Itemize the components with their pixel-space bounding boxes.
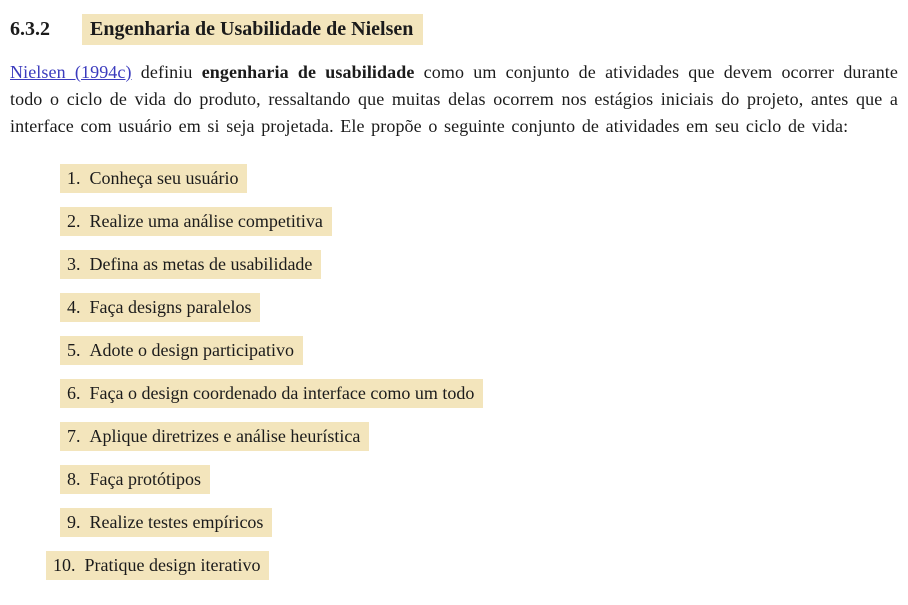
- list-item-number: 2.: [67, 211, 81, 231]
- section-title: Engenharia de Usabilidade de Nielsen: [90, 18, 414, 40]
- list-item: [10, 465, 898, 494]
- list-item-number: 10.: [53, 555, 76, 575]
- citation-link[interactable]: Nielsen (1994c): [10, 62, 132, 82]
- list-item: [10, 551, 898, 580]
- section-heading: [10, 14, 898, 44]
- paragraph-bold-term: engenharia de usabilidade: [201, 62, 415, 82]
- list-item-number: 3.: [67, 254, 81, 274]
- list-item-number: 6.: [67, 383, 81, 403]
- list-item-number: 7.: [67, 426, 81, 446]
- list-item-number: 1.: [67, 168, 81, 188]
- list-item-highlight: [46, 551, 269, 580]
- section-title-highlight: [82, 14, 423, 45]
- intro-paragraph: [10, 59, 898, 140]
- list-item-text: Aplique diretrizes e análise heurística: [89, 426, 361, 446]
- list-item-text: Realize uma análise competitiva: [89, 211, 323, 231]
- list-item-text: Defina as metas de usabilidade: [89, 254, 313, 274]
- list-item-text: Realize testes empíricos: [89, 512, 264, 532]
- list-item-highlight: [60, 250, 321, 279]
- list-item-number: 5.: [67, 340, 81, 360]
- section-number: 6.3.2: [10, 18, 50, 40]
- paragraph-text-rest: como um conjunto de atividades que devem ocorrer durante todo o ciclo de vida do produto, ressaltando que muitas delas ocorrem nos estágios iniciais do projeto, antes que a interface com usuário em si seja projetada. Ele propõe o seguinte conjunto de atividades em seu ciclo de vida:: [10, 62, 898, 136]
- paragraph-text-after-link: definiu: [131, 62, 202, 82]
- list-item: [10, 164, 898, 193]
- list-item: [10, 336, 898, 365]
- list-item-number: 4.: [67, 297, 81, 317]
- list-item-text: Adote o design participativo: [89, 340, 294, 360]
- list-item-highlight: [60, 293, 260, 322]
- list-item-highlight: [60, 379, 483, 408]
- list-item-text: Pratique design iterativo: [84, 555, 261, 575]
- list-item: [10, 207, 898, 236]
- list-item-text: Faça designs paralelos: [89, 297, 252, 317]
- list-item-highlight: [60, 422, 369, 451]
- list-item-text: Faça protótipos: [89, 469, 201, 489]
- list-item-text: Conheça seu usuário: [89, 168, 239, 188]
- activity-list: [10, 164, 898, 580]
- list-item-highlight: [60, 207, 332, 236]
- list-item: [10, 250, 898, 279]
- list-item: [10, 379, 898, 408]
- list-item-text: Faça o design coordenado da interface como um todo: [89, 383, 475, 403]
- list-item-highlight: [60, 164, 247, 193]
- list-item-number: 9.: [67, 512, 81, 532]
- list-item-highlight: [60, 465, 210, 494]
- list-item-number: 8.: [67, 469, 81, 489]
- list-item-highlight: [60, 508, 272, 537]
- list-item: [10, 508, 898, 537]
- list-item-highlight: [60, 336, 303, 365]
- list-item: [10, 293, 898, 322]
- list-item: [10, 422, 898, 451]
